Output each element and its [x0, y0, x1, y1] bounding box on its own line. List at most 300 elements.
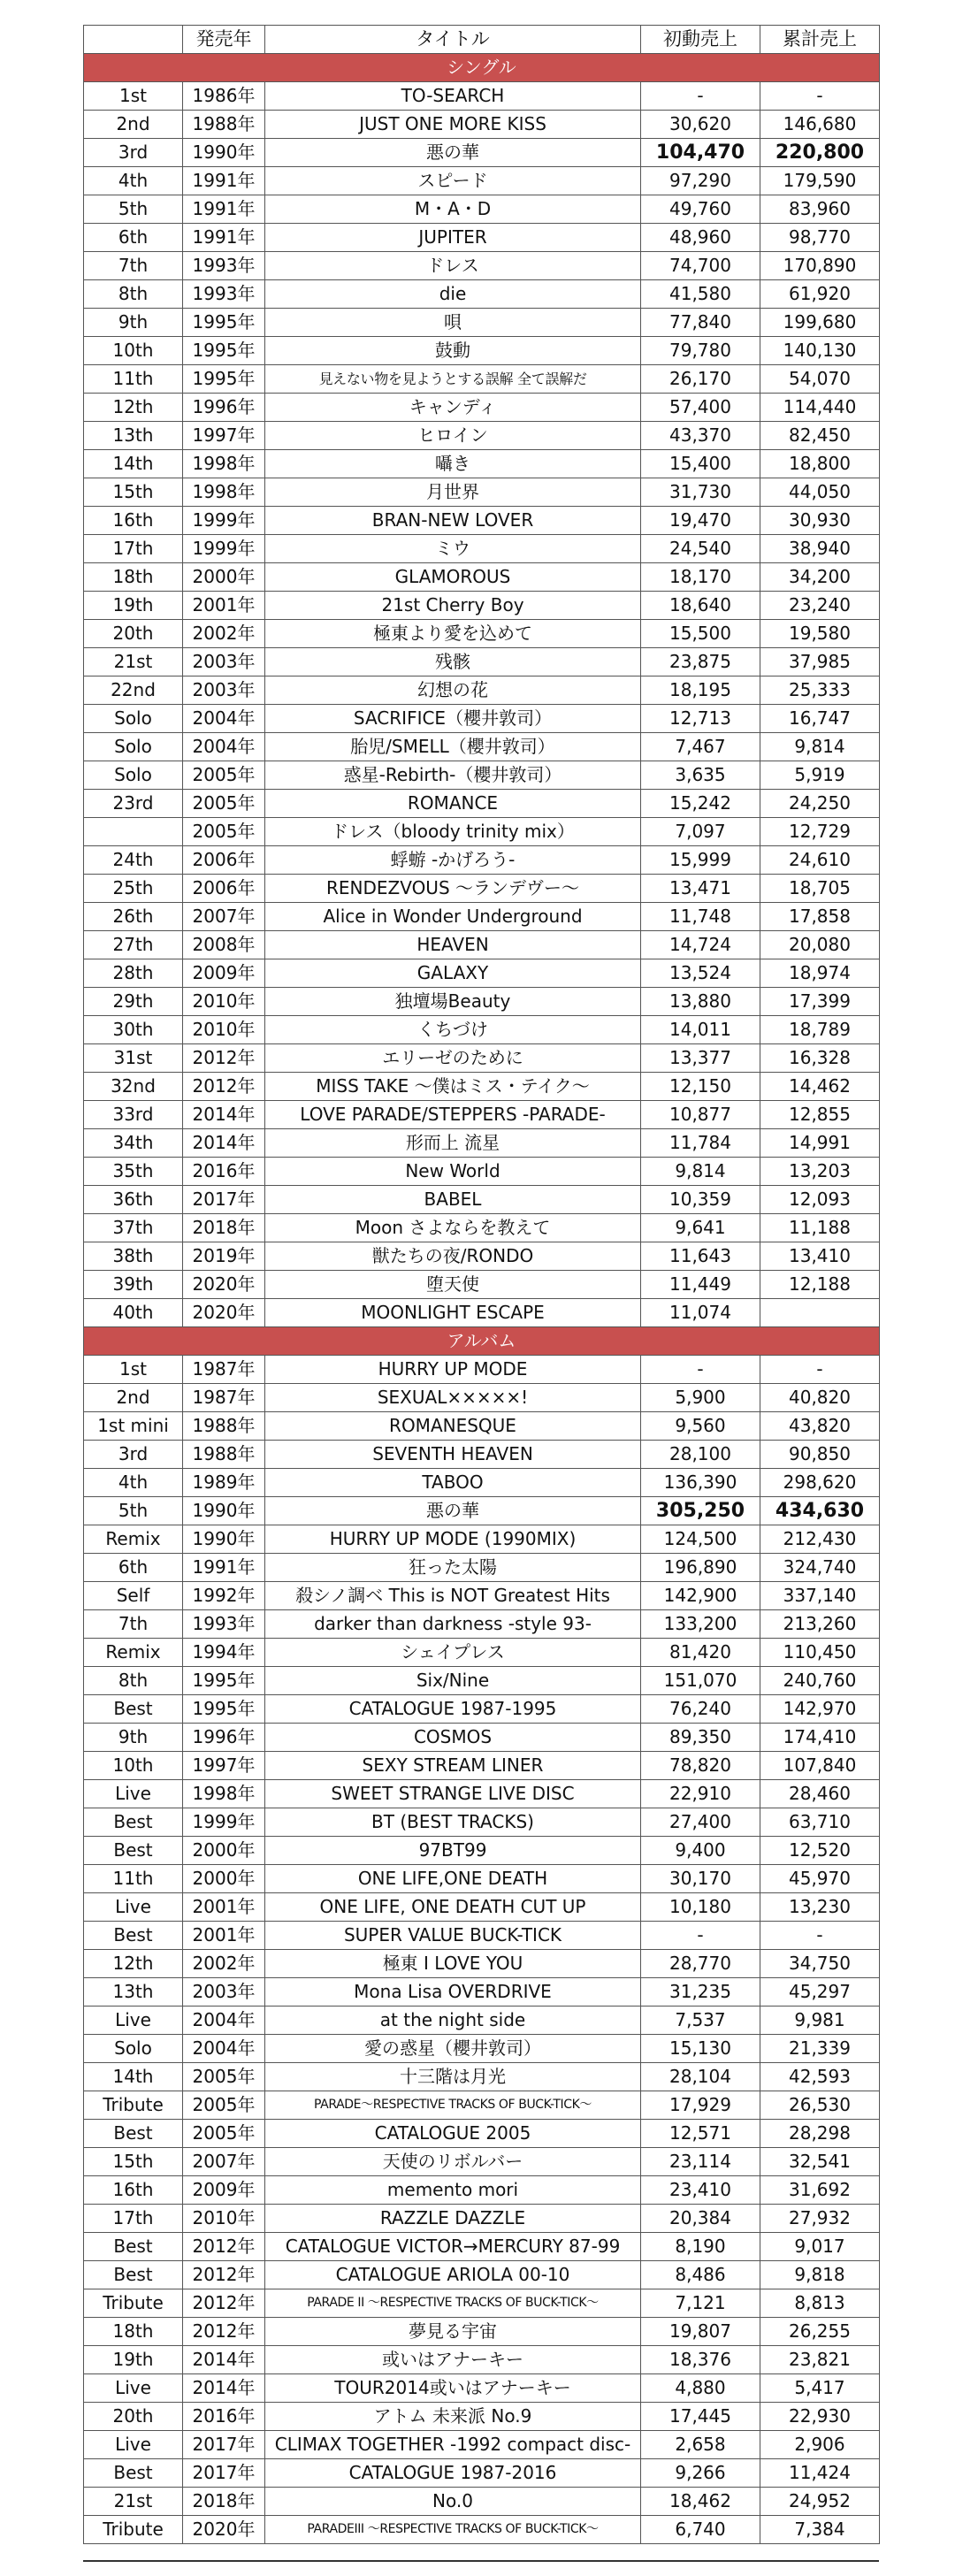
title-cell: JUPITER	[265, 224, 641, 252]
title-cell: 胎児/SMELL（櫻井敦司）	[265, 733, 641, 761]
table-row	[84, 1865, 880, 1893]
release-number-cell: Best	[84, 2120, 183, 2148]
initial-sales-cell: 12,713	[641, 705, 760, 733]
table-row	[84, 988, 880, 1016]
title-cell: 月世界	[265, 478, 641, 507]
total-sales-cell: 220,800	[760, 139, 880, 167]
total-sales-cell: 34,200	[760, 563, 880, 592]
title-cell: CATALOGUE 1987-2016	[265, 2459, 641, 2488]
total-sales-cell: 337,140	[760, 1582, 880, 1610]
total-sales-cell: 324,740	[760, 1554, 880, 1582]
title-cell: SEVENTH HEAVEN	[265, 1441, 641, 1469]
initial-sales-cell: 19,470	[641, 507, 760, 535]
initial-sales-cell: 79,780	[641, 337, 760, 365]
title-cell: 極東より愛を込めて	[265, 620, 641, 648]
total-sales-cell: 26,255	[760, 2318, 880, 2346]
total-sales-cell: 110,450	[760, 1639, 880, 1667]
table-row	[84, 1271, 880, 1299]
table-row	[84, 1497, 880, 1525]
release-number-cell: 20th	[84, 2403, 183, 2431]
table-row	[84, 931, 880, 959]
table-row	[84, 2318, 880, 2346]
total-sales-cell: 170,890	[760, 252, 880, 280]
title-cell: RAZZLE DAZZLE	[265, 2205, 641, 2233]
initial-sales-cell: 41,580	[641, 280, 760, 309]
release-year-cell: 2000年	[183, 1837, 265, 1865]
release-number-cell: 34th	[84, 1129, 183, 1158]
initial-sales-cell: 18,640	[641, 592, 760, 620]
release-year-cell: 2014年	[183, 1129, 265, 1158]
total-sales-cell: 34,750	[760, 1950, 880, 1978]
initial-sales-cell: 4,880	[641, 2374, 760, 2403]
title-cell: シェイプレス	[265, 1639, 641, 1667]
table-row	[84, 252, 880, 280]
table-row	[84, 1129, 880, 1158]
total-sales-cell: 9,981	[760, 2007, 880, 2035]
table-row	[84, 365, 880, 394]
title-cell: ドレス	[265, 252, 641, 280]
total-sales-cell: 61,920	[760, 280, 880, 309]
total-sales-cell: 16,747	[760, 705, 880, 733]
title-cell: SEXY STREAM LINER	[265, 1752, 641, 1780]
initial-sales-cell: 15,500	[641, 620, 760, 648]
release-number-cell: 30th	[84, 1016, 183, 1044]
total-sales-cell: 19,580	[760, 620, 880, 648]
total-sales-cell: 434,630	[760, 1497, 880, 1525]
title-cell: 殺シノ調ベ This is NOT Greatest Hits	[265, 1582, 641, 1610]
release-year-cell: 2005年	[183, 761, 265, 790]
title-cell: M・A・D	[265, 195, 641, 224]
table-row	[84, 422, 880, 450]
title-cell: CLIMAX TOGETHER -1992 compact disc-	[265, 2431, 641, 2459]
release-number-cell: 25th	[84, 875, 183, 903]
total-sales-cell: 90,850	[760, 1441, 880, 1469]
release-number-cell: 9th	[84, 1724, 183, 1752]
total-sales-cell: 43,820	[760, 1412, 880, 1441]
release-year-cell: 2014年	[183, 2374, 265, 2403]
release-year-cell: 1987年	[183, 1384, 265, 1412]
initial-sales-cell: 12,571	[641, 2120, 760, 2148]
release-number-cell: Remix	[84, 1525, 183, 1554]
release-year-cell: 2003年	[183, 1978, 265, 2007]
total-sales-cell: 24,610	[760, 846, 880, 875]
release-number-cell: 29th	[84, 988, 183, 1016]
title-cell: ROMANESQUE	[265, 1412, 641, 1441]
table-row	[84, 2403, 880, 2431]
table-row	[84, 2120, 880, 2148]
total-sales-cell: 14,462	[760, 1073, 880, 1101]
release-number-cell: Solo	[84, 761, 183, 790]
release-year-cell: 2007年	[183, 903, 265, 931]
total-sales-cell: 5,417	[760, 2374, 880, 2403]
total-sales-cell: 17,399	[760, 988, 880, 1016]
table-row	[84, 2261, 880, 2289]
bottom-rule	[83, 2560, 879, 2562]
release-number-cell: 3rd	[84, 1441, 183, 1469]
title-cell: PARADE〜RESPECTIVE TRACKS OF BUCK-TICK〜	[265, 2091, 641, 2120]
initial-sales-cell: 23,410	[641, 2176, 760, 2205]
total-sales-cell: 9,814	[760, 733, 880, 761]
initial-sales-cell: 12,150	[641, 1073, 760, 1101]
title-cell: ONE LIFE, ONE DEATH CUT UP	[265, 1893, 641, 1922]
release-year-cell: 2009年	[183, 959, 265, 988]
release-number-cell: 20th	[84, 620, 183, 648]
release-year-cell: 2002年	[183, 620, 265, 648]
release-year-cell: 2004年	[183, 705, 265, 733]
initial-sales-cell: 30,170	[641, 1865, 760, 1893]
title-cell: ROMANCE	[265, 790, 641, 818]
title-cell: SEXUAL×××××!	[265, 1384, 641, 1412]
release-year-cell: 2012年	[183, 2261, 265, 2289]
release-year-cell: 2001年	[183, 1893, 265, 1922]
table-row	[84, 959, 880, 988]
title-cell: CATALOGUE 2005	[265, 2120, 641, 2148]
title-cell: BT (BEST TRACKS)	[265, 1808, 641, 1837]
initial-sales-cell: 31,235	[641, 1978, 760, 2007]
title-cell: ONE LIFE,ONE DEATH	[265, 1865, 641, 1893]
release-year-cell: 2005年	[183, 790, 265, 818]
release-year-cell: 2020年	[183, 1271, 265, 1299]
header-row	[84, 26, 880, 54]
total-sales-cell: 37,985	[760, 648, 880, 676]
release-number-cell: 1st mini	[84, 1412, 183, 1441]
total-sales-cell: 11,424	[760, 2459, 880, 2488]
title-cell: Alice in Wonder Underground	[265, 903, 641, 931]
title-cell: 天使のリボルバー	[265, 2148, 641, 2176]
table-row	[84, 2431, 880, 2459]
title-cell: 十三階は月光	[265, 2063, 641, 2091]
section-header-row	[84, 54, 880, 82]
release-year-cell: 1995年	[183, 309, 265, 337]
table-row	[84, 2091, 880, 2120]
total-sales-cell: 18,789	[760, 1016, 880, 1044]
title-cell: at the night side	[265, 2007, 641, 2035]
release-number-cell: Tribute	[84, 2516, 183, 2544]
total-sales-cell: 12,093	[760, 1186, 880, 1214]
initial-sales-cell: 74,700	[641, 252, 760, 280]
initial-sales-cell: 76,240	[641, 1695, 760, 1724]
total-sales-cell: -	[760, 1356, 880, 1384]
initial-sales-cell: 48,960	[641, 224, 760, 252]
total-sales-cell: 44,050	[760, 478, 880, 507]
release-year-cell: 1993年	[183, 280, 265, 309]
release-year-cell: 2000年	[183, 563, 265, 592]
title-cell: JUST ONE MORE KISS	[265, 111, 641, 139]
initial-sales-cell: 305,250	[641, 1497, 760, 1525]
table-row	[84, 846, 880, 875]
release-number-cell: 37th	[84, 1214, 183, 1242]
release-year-cell: 2007年	[183, 2148, 265, 2176]
release-number-cell: Best	[84, 1922, 183, 1950]
total-sales-cell: 38,940	[760, 535, 880, 563]
title-cell: MOONLIGHT ESCAPE	[265, 1299, 641, 1327]
table-row	[84, 1582, 880, 1610]
total-sales-cell: 21,339	[760, 2035, 880, 2063]
title-cell: 獣たちの夜/RONDO	[265, 1242, 641, 1271]
release-number-cell: 2nd	[84, 1384, 183, 1412]
initial-sales-cell: 133,200	[641, 1610, 760, 1639]
release-number-cell: 33rd	[84, 1101, 183, 1129]
header-initial-sales: 初動売上	[641, 26, 760, 54]
release-year-cell: 2012年	[183, 2318, 265, 2346]
total-sales-cell: 140,130	[760, 337, 880, 365]
release-year-cell: 2017年	[183, 1186, 265, 1214]
release-number-cell: 1st	[84, 82, 183, 111]
release-year-cell: 2018年	[183, 1214, 265, 1242]
release-number-cell: 40th	[84, 1299, 183, 1327]
table-row	[84, 1101, 880, 1129]
title-cell: くちづけ	[265, 1016, 641, 1044]
title-cell: GALAXY	[265, 959, 641, 988]
table-row	[84, 450, 880, 478]
title-cell: 極東 I LOVE YOU	[265, 1950, 641, 1978]
release-year-cell: 2005年	[183, 818, 265, 846]
initial-sales-cell: 11,784	[641, 1129, 760, 1158]
release-number-cell: Live	[84, 2007, 183, 2035]
table-row	[84, 111, 880, 139]
release-number-cell: 7th	[84, 1610, 183, 1639]
initial-sales-cell: 6,740	[641, 2516, 760, 2544]
title-cell: 幻想の花	[265, 676, 641, 705]
title-cell: 愛の惑星（櫻井敦司）	[265, 2035, 641, 2063]
initial-sales-cell: 18,170	[641, 563, 760, 592]
sales-table	[83, 25, 880, 2544]
total-sales-cell: 31,692	[760, 2176, 880, 2205]
table-row	[84, 82, 880, 111]
total-sales-cell: 240,760	[760, 1667, 880, 1695]
total-sales-cell: -	[760, 1922, 880, 1950]
title-cell: 21st Cherry Boy	[265, 592, 641, 620]
total-sales-cell: 16,328	[760, 1044, 880, 1073]
release-number-cell: Best	[84, 1837, 183, 1865]
table-row	[84, 1978, 880, 2007]
total-sales-cell: 174,410	[760, 1724, 880, 1752]
initial-sales-cell: 28,104	[641, 2063, 760, 2091]
release-year-cell: 2012年	[183, 1073, 265, 1101]
table-row	[84, 1808, 880, 1837]
table-row	[84, 1950, 880, 1978]
initial-sales-cell: 89,350	[641, 1724, 760, 1752]
initial-sales-cell: 15,242	[641, 790, 760, 818]
title-cell: Six/Nine	[265, 1667, 641, 1695]
total-sales-cell: 13,410	[760, 1242, 880, 1271]
table-row	[84, 733, 880, 761]
initial-sales-cell: 11,748	[641, 903, 760, 931]
total-sales-cell: 298,620	[760, 1469, 880, 1497]
release-year-cell: 1988年	[183, 1412, 265, 1441]
table-row	[84, 1922, 880, 1950]
total-sales-cell: 9,017	[760, 2233, 880, 2261]
total-sales-cell: 212,430	[760, 1525, 880, 1554]
initial-sales-cell: 11,643	[641, 1242, 760, 1271]
table-row	[84, 2007, 880, 2035]
initial-sales-cell: 9,266	[641, 2459, 760, 2488]
initial-sales-cell: 22,910	[641, 1780, 760, 1808]
release-year-cell: 1997年	[183, 1752, 265, 1780]
release-number-cell: Live	[84, 1893, 183, 1922]
release-number-cell: 4th	[84, 167, 183, 195]
table-row	[84, 280, 880, 309]
total-sales-cell: 5,919	[760, 761, 880, 790]
initial-sales-cell: 142,900	[641, 1582, 760, 1610]
title-cell: COSMOS	[265, 1724, 641, 1752]
total-sales-cell: 24,250	[760, 790, 880, 818]
initial-sales-cell: 97,290	[641, 167, 760, 195]
table-row	[84, 2488, 880, 2516]
release-year-cell: 1991年	[183, 224, 265, 252]
title-cell: エリーゼのために	[265, 1044, 641, 1073]
initial-sales-cell: 7,121	[641, 2289, 760, 2318]
title-cell: キャンディ	[265, 394, 641, 422]
release-number-cell: 14th	[84, 450, 183, 478]
release-number-cell: 2nd	[84, 111, 183, 139]
release-year-cell: 1995年	[183, 1695, 265, 1724]
total-sales-cell: -	[760, 82, 880, 111]
release-number-cell: Best	[84, 2459, 183, 2488]
table-body	[84, 54, 880, 2544]
total-sales-cell: 12,520	[760, 1837, 880, 1865]
initial-sales-cell: -	[641, 1356, 760, 1384]
table-row	[84, 2205, 880, 2233]
initial-sales-cell: 15,999	[641, 846, 760, 875]
initial-sales-cell: 13,377	[641, 1044, 760, 1073]
initial-sales-cell: 30,620	[641, 111, 760, 139]
table-row	[84, 535, 880, 563]
release-year-cell: 2017年	[183, 2431, 265, 2459]
release-number-cell: 15th	[84, 478, 183, 507]
title-cell: CATALOGUE VICTOR→MERCURY 87-99	[265, 2233, 641, 2261]
release-number-cell: 8th	[84, 1667, 183, 1695]
table-row	[84, 2148, 880, 2176]
release-number-cell: 11th	[84, 365, 183, 394]
table-row	[84, 2063, 880, 2091]
table-row	[84, 1186, 880, 1214]
table-row	[84, 1837, 880, 1865]
title-cell: ドレス（bloody trinity mix）	[265, 818, 641, 846]
total-sales-cell: 26,530	[760, 2091, 880, 2120]
release-number-cell	[84, 818, 183, 846]
release-number-cell: 12th	[84, 394, 183, 422]
total-sales-cell	[760, 1299, 880, 1327]
initial-sales-cell: 136,390	[641, 1469, 760, 1497]
release-number-cell: Best	[84, 2261, 183, 2289]
initial-sales-cell: -	[641, 1922, 760, 1950]
release-year-cell: 1998年	[183, 478, 265, 507]
release-year-cell: 1992年	[183, 1582, 265, 1610]
total-sales-cell: 82,450	[760, 422, 880, 450]
title-cell: PARADE II 〜RESPECTIVE TRACKS OF BUCK-TICK〜	[265, 2289, 641, 2318]
header-total-sales: 累計売上	[760, 26, 880, 54]
title-cell: HURRY UP MODE (1990MIX)	[265, 1525, 641, 1554]
release-number-cell: 36th	[84, 1186, 183, 1214]
title-cell: 形而上 流星	[265, 1129, 641, 1158]
table-row	[84, 1724, 880, 1752]
release-number-cell: 12th	[84, 1950, 183, 1978]
release-year-cell: 1991年	[183, 167, 265, 195]
total-sales-cell: 83,960	[760, 195, 880, 224]
title-cell: アトム 未来派 No.9	[265, 2403, 641, 2431]
section-label: シングル	[84, 54, 880, 82]
release-number-cell: Best	[84, 1808, 183, 1837]
release-year-cell: 1995年	[183, 365, 265, 394]
total-sales-cell: 18,974	[760, 959, 880, 988]
release-number-cell: 21st	[84, 2488, 183, 2516]
initial-sales-cell: 81,420	[641, 1639, 760, 1667]
header-title: タイトル	[265, 26, 641, 54]
release-number-cell: 27th	[84, 931, 183, 959]
release-number-cell: 21st	[84, 648, 183, 676]
title-cell: 悪の華	[265, 139, 641, 167]
initial-sales-cell: 28,100	[641, 1441, 760, 1469]
release-number-cell: Remix	[84, 1639, 183, 1667]
release-year-cell: 2005年	[183, 2120, 265, 2148]
total-sales-cell: 98,770	[760, 224, 880, 252]
initial-sales-cell: 57,400	[641, 394, 760, 422]
initial-sales-cell: 8,190	[641, 2233, 760, 2261]
initial-sales-cell: 17,929	[641, 2091, 760, 2120]
release-number-cell: 16th	[84, 507, 183, 535]
total-sales-cell: 30,930	[760, 507, 880, 535]
table-row	[84, 1554, 880, 1582]
table-row	[84, 1412, 880, 1441]
table-row	[84, 563, 880, 592]
release-year-cell: 2001年	[183, 1922, 265, 1950]
title-cell: 狂った太陽	[265, 1554, 641, 1582]
total-sales-cell: 9,818	[760, 2261, 880, 2289]
table-row	[84, 592, 880, 620]
release-year-cell: 2020年	[183, 1299, 265, 1327]
title-cell: CATALOGUE 1987-1995	[265, 1695, 641, 1724]
total-sales-cell: 28,460	[760, 1780, 880, 1808]
table-row	[84, 1073, 880, 1101]
initial-sales-cell: 11,449	[641, 1271, 760, 1299]
table-row	[84, 1893, 880, 1922]
initial-sales-cell: 8,486	[641, 2261, 760, 2289]
total-sales-cell: 23,821	[760, 2346, 880, 2374]
release-year-cell: 1997年	[183, 422, 265, 450]
total-sales-cell: 32,541	[760, 2148, 880, 2176]
total-sales-cell: 213,260	[760, 1610, 880, 1639]
release-number-cell: 13th	[84, 1978, 183, 2007]
release-number-cell: 6th	[84, 224, 183, 252]
release-number-cell: 19th	[84, 592, 183, 620]
table-row	[84, 2176, 880, 2205]
release-number-cell: 19th	[84, 2346, 183, 2374]
release-year-cell: 2016年	[183, 2403, 265, 2431]
release-year-cell: 1995年	[183, 337, 265, 365]
total-sales-cell: 14,991	[760, 1129, 880, 1158]
release-year-cell: 1986年	[183, 82, 265, 111]
section-label: アルバム	[84, 1327, 880, 1356]
table-row	[84, 1356, 880, 1384]
initial-sales-cell: 13,524	[641, 959, 760, 988]
title-cell: ミウ	[265, 535, 641, 563]
release-number-cell: 18th	[84, 2318, 183, 2346]
total-sales-cell: 40,820	[760, 1384, 880, 1412]
table-row	[84, 875, 880, 903]
title-cell: 囁き	[265, 450, 641, 478]
total-sales-cell: 24,952	[760, 2488, 880, 2516]
total-sales-cell: 45,970	[760, 1865, 880, 1893]
release-number-cell: 35th	[84, 1158, 183, 1186]
total-sales-cell: 7,384	[760, 2516, 880, 2544]
total-sales-cell: 12,729	[760, 818, 880, 846]
release-year-cell: 2005年	[183, 2091, 265, 2120]
title-cell: 鼓動	[265, 337, 641, 365]
total-sales-cell: 13,230	[760, 1893, 880, 1922]
initial-sales-cell: 23,875	[641, 648, 760, 676]
release-number-cell: Tribute	[84, 2289, 183, 2318]
